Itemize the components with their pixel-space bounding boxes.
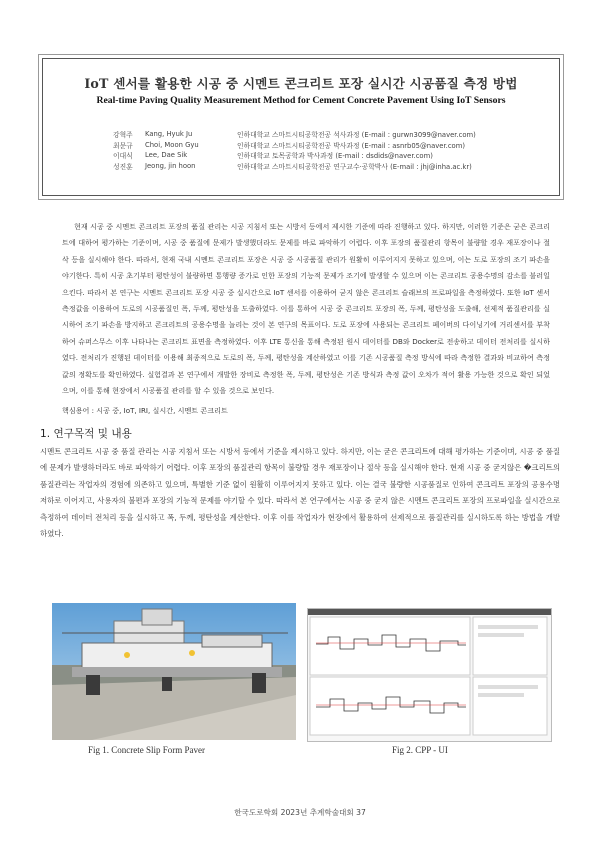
abstract [62,219,550,399]
author-affiliation: 인하대학교 스마트시티공학전공 석사과정 (E-mail : gurwn3099@naver.com) [237,131,476,140]
author-row [113,129,476,140]
cpp-ui-illustration [308,609,551,741]
author-name-ko: 최문규 [113,141,133,150]
author-row [113,150,476,161]
author-affiliation: 인하대학교 스마트시티공학전공 연구교수·공학박사 (E-mail : jhj@inha.ac.kr) [237,162,472,171]
author-name-ko: 이대식 [113,152,133,161]
section-body [40,444,560,542]
author-row [113,140,476,151]
author-list [113,129,476,171]
author-affiliation: 인하대학교 스마트시티공학전공 박사과정 (E-mail : asnrb05@naver.com) [237,141,465,150]
paper-title-english: Real-time Paving Quality Measurement Method for Cement Concrete Pavement Using IoT Sensors [96,95,506,106]
author-name-en: Choi, Moon Gyu [145,140,199,149]
section-heading: 1. 연구목적 및 내용 [40,428,132,440]
figure-caption: Fig 2. CPP - UI [392,745,448,755]
author-name-ko: 강혁주 [113,131,133,140]
author-name-en: Kang, Hyuk Ju [145,130,193,139]
figure-caption: Fig 1. Concrete Slip Form Paver [88,745,205,755]
keywords: 핵심용어 : 시공 중, IoT, IRI, 실시간, 시멘트 콘크리트 [62,406,228,415]
author-name-en: Jeong, jin hoon [145,161,196,170]
figure-cpp-ui [307,608,552,742]
author-name-ko: 성진훈 [113,162,133,171]
figure-paver-photo [52,603,296,740]
page-footer: 한국도로학회 2023년 추계학술대회 37 [234,808,366,817]
abstract-text: 현재 시공 중 시멘트 콘크리트 포장의 품질 관리는 시공 지침서 또는 시방서 등에서 제시한 기준에 따라 진행하고 있다. 하지만, 이러한 기준은 굳은 콘크리트에 대하여 평가하는 기준이며, 시공 중 품질에 문제가 발생했더라도 문제를 바로 파악하기 어렵다. 이후 포장의 품질관리 항목이 불량할 경우 재포장이나 절삭 등을 실시해야 한다. 따라서, 현재 국내 시멘트 콘크리트 포장은 시공 중 시공품질 관리가 원활히 이루어지지 못하고 있으며, 이는 도로 포장의 조기 파손을 야기한다. 특히 시공 초기부터 평탄성이 불량하면 통행량 증가로 인한 포장의 기능적 문제가 조기에 발생할 수 있으며 이는 콘크리트 공용수명의 감소를 불러일으킨다. 따라서 본 연구는 시멘트 콘크리트 포장 시공 중 실시간으로 IoT 센서를 이용하여 굳지 않은 콘크리트 슬래브의 프로파일을 측정하였다. 또한 IoT 센서 측정값을 이용하여 도로의 시공품질인 폭, 두께, 평탄성을 도출하였다. 이를 통하여 시공 중 콘크리트 포장의 폭, 두께, 평탄성을 도출해, 선제적 품질관리를 실시하여 조기 파손을 방지하고 콘크리트의 공용수명을 늘리는 것이 본 연구의 목표이다. 도로 포장에 사용되는 콘크리트 페이버의 다이닝기에 거리센서를 부착하여 슈퍼스무스 이후 나타나는 콘크리트 표면을 측정하였다. 이후 LTE 통신을 통해 측정된 원시 데이터를 DB와 Docker로 전송하고 데이터 전처리를 실시하였다. 전처리가 진행된 데이터를 이용해 최종적으로 도로의 폭, 두께, 평탄성을 계산하였고 이를 기존 시공품질 측정 방식에 따라 측정한 결과와 비교하여 측정값의 정확도를 확인하였다. 실험결과 본 연구에서 개발한 장비로 측정한 폭, 두께, 평탄성은 기존 방식과 측정 값이 오차가 적어 활용 가능한 것으로 확인 되었으며, 이를 통해 현장에서 시공품질 관리를 할 수 있을 것으로 보인다. [62,222,550,396]
paper-title-korean: IoT 센서를 활용한 시공 중 시멘트 콘크리트 포장 실시간 시공품질 측정 방법 [84,76,518,91]
author-name-en: Lee, Dae Sik [145,151,188,160]
paver-illustration [52,603,296,740]
author-affiliation: 인하대학교 토목공학과 박사과정 (E-mail : dsdids@naver.com) [237,152,433,161]
section-paragraph: 시멘트 콘크리트 시공 중 품질 관리는 시공 지침서 또는 시방서 등에서 기준을 제시하고 있다. 하지만, 이는 굳은 콘크리트에 대해 평가하는 기준이며, 시공 중 품질에 문제가 발생하더라도 바로 파악하기 어렵다. 이후 포장의 품질관리 항목이 불량할 경우 재포장이나 절삭 등을 실시해야 한다. 현재 시공 중 굳지않은 �크리트의 품질관리는 작업자의 경험에 의존하고 있으며, 특별한 기준 없이 원활히 이루어지지 못하고 있다. 이는 결국 불량한 시공품질로 인하여 콘크리트 포장의 공용수명 저하로 이어지고, 사용자의 불편과 포장의 기능적 문제를 야기할 수 있다. 따라서 본 연구에서는 시공 중 굳지 않은 시멘트 콘크리트 포장의 프로파일을 실시간으로 측정하여 데이터 전처리 등을 실시하고 폭, 두께, 평탄성을 계산한다. 이후 이를 작업자가 현장에서 활용하여 선제적으로 품질관리를 실시하도록 하는 방법을 개발하였다. [40,447,560,539]
title-box [42,58,560,196]
author-row [113,161,476,172]
